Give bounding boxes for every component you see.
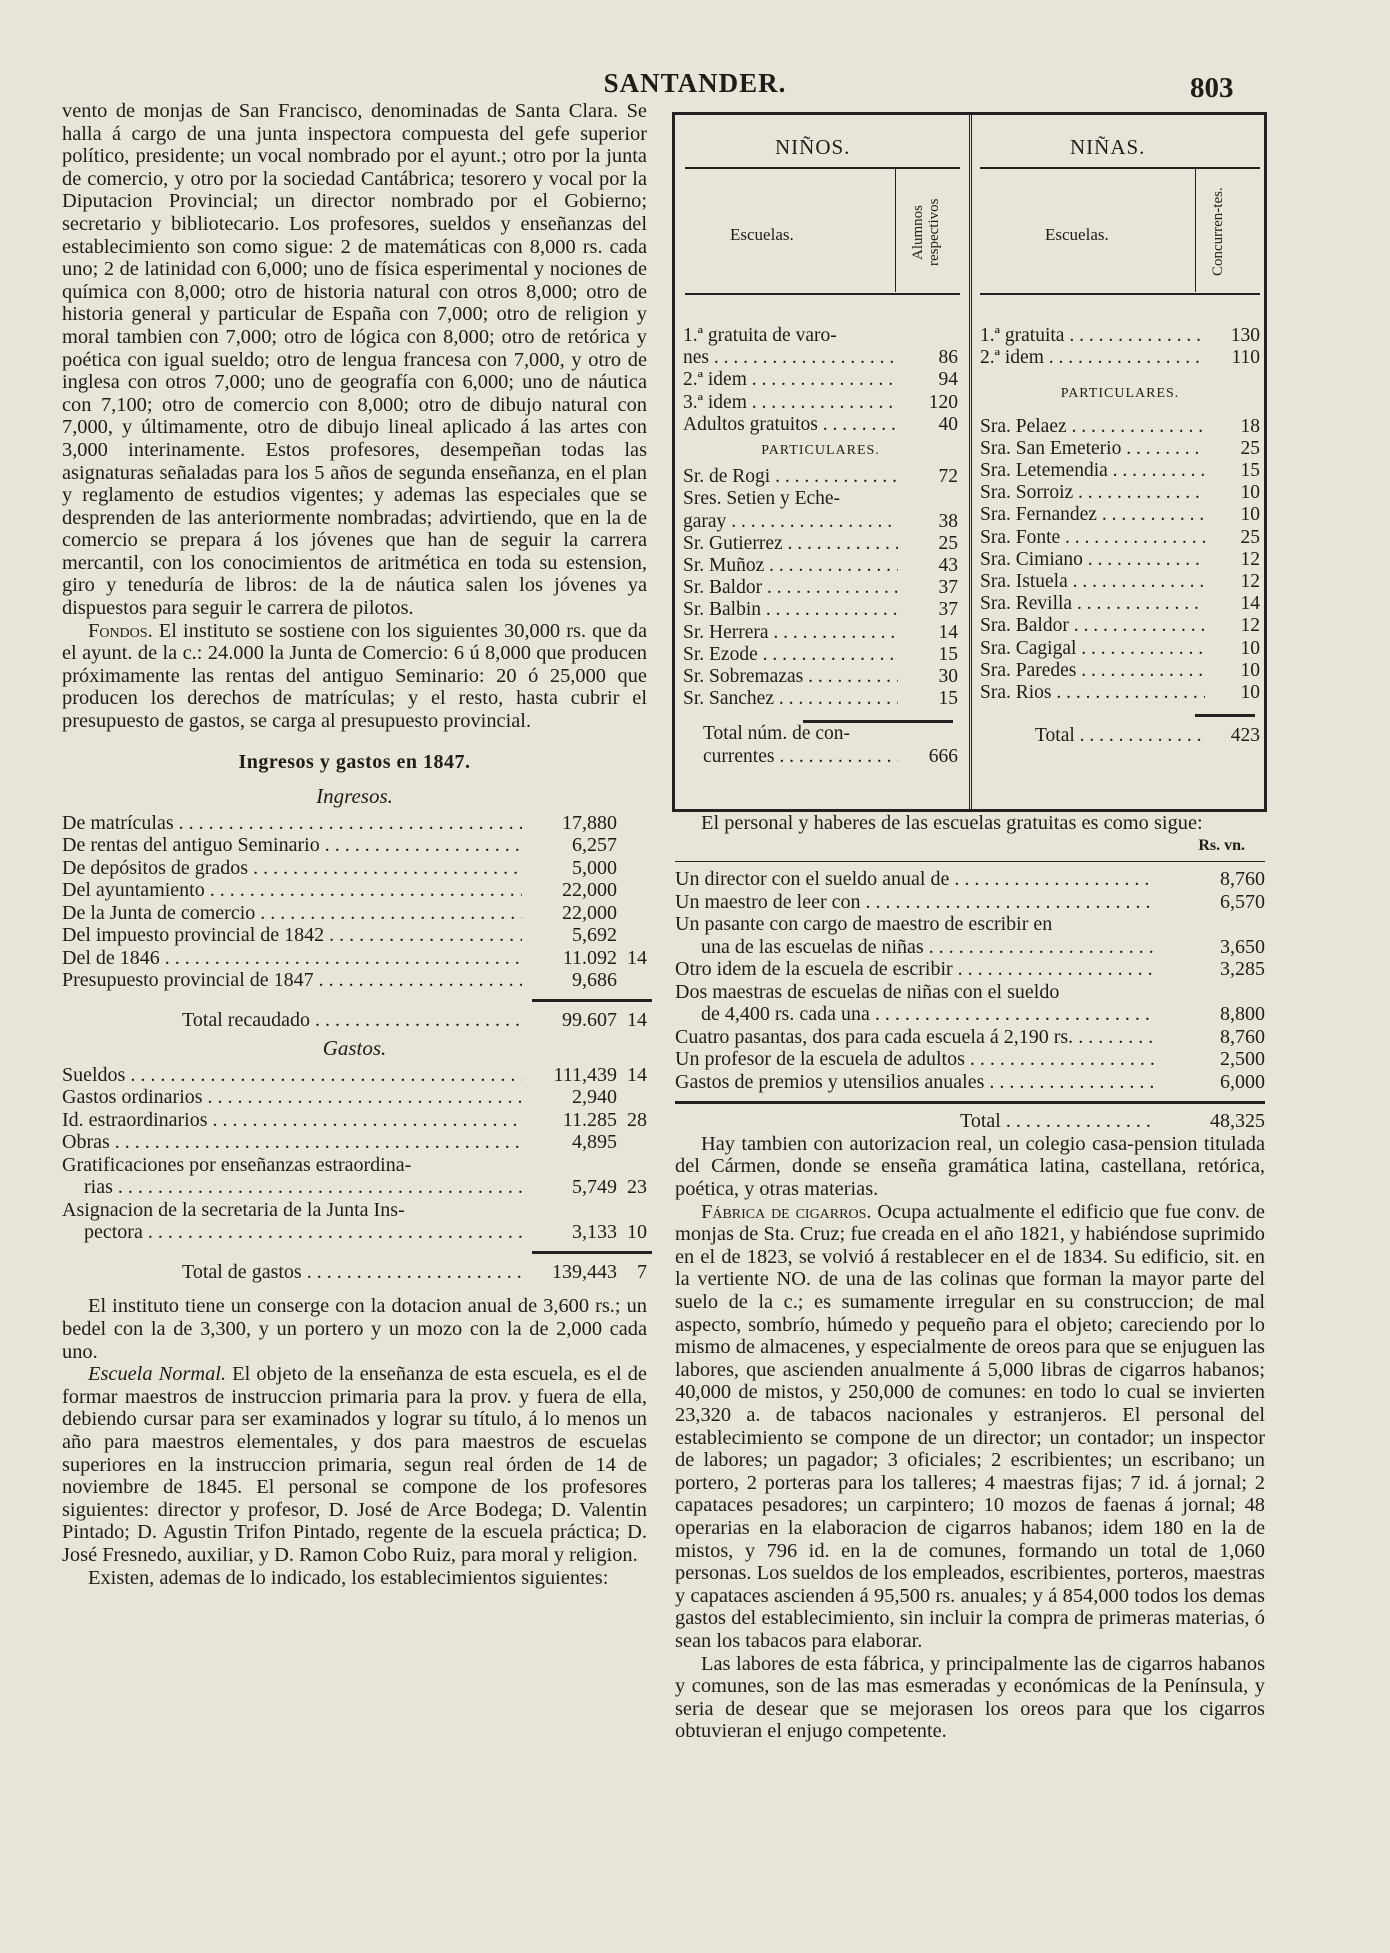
gastos-title: Gastos.: [322, 1036, 387, 1061]
budget-title: Ingresos y gastos en 1847.: [238, 750, 471, 773]
pay-row-line: Dos maestras de escuelas de niñas con el sueldo: [675, 980, 1060, 1003]
row-label: Del impuesto provincial de 1842 . . .: [62, 924, 522, 947]
page-title: SANTANDER.: [603, 68, 787, 98]
row-label: Obras . . .: [62, 1131, 522, 1154]
ninos-total: [683, 746, 958, 768]
budget-row: [62, 834, 647, 857]
pay-row: [675, 868, 1265, 891]
row-label: De rentas del antiguo Seminario . . .: [62, 834, 522, 857]
school-count: 10: [1240, 482, 1260, 504]
school-row: [980, 549, 1260, 571]
school-count: 18: [1240, 415, 1260, 437]
row-label: Sueldos . . .: [62, 1064, 522, 1087]
fabrica-text: Ocupa actualmente el edificio que fue conv. de monjas de Sta. Cruz; fue creada en el año 1821, y habiéndose suprimido en el de 1823, se volvió á restablecer en el de 1834. Su edificio, sit. en la vertiente NO. de una de las colinas que forman la mayor parte del suelo de la c.; es sumamente irregular en su construccion; de mal aspecto, sombrío, húmedo y pequeño para el objeto; careciendo por lo mismo de almacenes, y especialmente de oreos para que se enjuguen las labores, que ascienden anualmente á 5,000 libras de cigarros habanos; 40,000 de mistos, y 250,000 de comunes: en todo lo cual se invierten 23,320 a. de tabacos nacionales y estranjeros. El personal del establecimiento se compone de un director; un contador; un inspector de labores; un pagador; 3 oficiales; 2 escribientes; un escribano; un portero, 2 porteras para los talleres; 4 maestras fijas; 7 id. á jornal; 2 capataces pesadores; un carpintero; 10 mozos de faenas á jornal; 48 operarias en la elaboracion de cigarros habanos; idem 180 en la de mistos, y 796 id. en la de comunes, formando un total de 1,060 personas. Los sueldos de los empleados, escribientes, porteros, maestras y capataces ascienden á 95,500 rs. anuales; y á 854,000 todos los demas gastos del establecimiento, sin incluir la compra de primeras materias, ó sean los tabacos para elaborar.: [675, 1200, 1265, 1652]
school-name: Sr. Ezode . . .: [683, 644, 898, 666]
pay-value: 6,570: [1220, 890, 1265, 913]
school-count: 37: [938, 577, 958, 599]
existen-paragraph: Existen, ademas de lo indicado, los establecimientos siguientes:: [88, 1566, 609, 1589]
row-value: 2,940: [572, 1086, 617, 1109]
row-value: 5,692: [572, 924, 617, 947]
pay-value: 6,000: [1220, 1070, 1265, 1093]
school-count: 94: [938, 369, 958, 391]
right-column: [675, 790, 1265, 1743]
school-row: [980, 682, 1260, 704]
table-divider: [969, 115, 972, 809]
row-label: Gratificaciones por enseñanzas estraordina-: [62, 1153, 412, 1176]
gastos-row: [62, 1199, 647, 1222]
budget-row: [62, 812, 647, 835]
pay-row: [675, 1026, 1265, 1049]
school-name: 1.ª gratuita . . .: [980, 325, 1205, 347]
pay-row: [675, 1048, 1265, 1071]
ninos-gratuitas: [683, 325, 958, 436]
total-value: 99.607: [562, 1008, 617, 1031]
normal-text: El objeto de la enseñanza de esta escuela, es el de formar maestros de instruccion primaria para la prov. y fuera de ella, debiendo cursar para ser examinados y lograr su título, á lo menos un año para maestros elementales, y dos para maestros de escuelas superiores en la instruccion primaria, segun real órden de 14 de noviembre de 1845. El personal se compone de los profesores siguientes: director y profesor, D. José de Arce Bodega; D. Valentin Pintado; D. Agustin Trifon Pintado, regente de la escuela práctica; D. José Fresnedo, auxiliar, y D. Ramon Cobo Ruiz, para moral y religion.: [62, 1363, 647, 1566]
school-row: [683, 488, 958, 510]
pay-row: [675, 958, 1265, 981]
school-name: Sr. de Rogi . . .: [683, 466, 898, 488]
ingresos-list: [62, 812, 647, 992]
pay-row-line: Un pasante con cargo de maestro de escribir en: [675, 913, 1053, 936]
pay-label: Cuatro pasantas, dos para cada escuela á 2,190 rs. . . .: [675, 1026, 1155, 1049]
school-row: [683, 325, 958, 347]
school-name: Adultos gratuitos . . .: [683, 414, 898, 436]
school-name: Sra. Fonte . . .: [980, 527, 1205, 549]
row-cents: 23: [627, 1176, 647, 1199]
school-name: Sra. Rios . . .: [980, 682, 1205, 704]
school-name: Sr. Sanchez . . .: [683, 688, 898, 710]
page-number: 803: [1190, 72, 1234, 104]
budget-row: [62, 879, 647, 902]
ninas-total: [980, 725, 1260, 747]
ninas-list: [980, 325, 1260, 747]
row-value: 9,686: [572, 969, 617, 992]
particulares-label: PARTICULARES.: [1060, 386, 1180, 402]
school-row: [980, 527, 1260, 549]
total-value: 666: [928, 745, 958, 767]
pay-row: [675, 1071, 1265, 1094]
row-value: 111,439: [553, 1063, 617, 1086]
school-row: [683, 347, 958, 369]
fondos-label: Fondos.: [88, 619, 153, 642]
pay-value: 2,500: [1220, 1048, 1265, 1071]
pay-value: 8,760: [1220, 1025, 1265, 1048]
school-row: [683, 369, 958, 391]
school-row: [980, 660, 1260, 682]
pay-label: Otro idem de la escuela de escribir . . .: [675, 958, 1155, 981]
ninas-gratuitas: [980, 325, 1260, 369]
carmen-paragraph: Hay tambien con autorizacion real, un colegio casa-pension titulada del Cármen, donde se enseña gramática latina, castellana, retórica, poética, y otras materias.: [675, 1132, 1265, 1201]
particulares-label: PARTICULARES.: [761, 443, 880, 459]
alumnos-label: Alumnos respectivos: [910, 198, 942, 266]
school-name: Sr. Baldor . . .: [683, 577, 898, 599]
school-count: 130: [1230, 325, 1260, 346]
row-value: 22,000: [562, 901, 617, 924]
intro-paragraph: vento de monjas de San Francisco, denominadas de Santa Clara. Se halla á cargo de una junta inspectora compuesta del gefe superior político, presidente; un vocal nombrado por el ayunt.; otro por la junta de comercio, y otro por la sociedad Cantábrica; tesorero y vocal por la Diputacion Provincial; un director nombrado por el Gobierno; secretario y bibliotecario. Los profesores, sueldos y enseñanzas del establecimiento son como sigue: 2 de matemáticas con 8,000 rs. cada uno; 2 de latinidad con 6,000; uno de física esperimental y nociones de química con 8,000; otro de historia natural con otros 8,000; otro de historia general y particular de España con 7,000; otro de religion y moral tambien con 7,000; otro de lógica con 8,000; otro de retórica y poética con igual sueldo; otro de lengua francesa con 7,000, y otro de inglesa con otros 7,000; uno de geografía con 6,000; uno de náutica con 7,100; otro de comercio con 8,000; otro de dibujo natural con 7,000, y últimamente, otro de dibujo lineal aplicado á las artes con 3,000 interinamente. Estos profesores, desempeñan todas las asignaturas señaladas para los 5 años de segunda enseñanza, en el plan y reglamento de estudios vigentes; y ademas las especiales que se desprenden de las anteriormente nombradas; advirtiendo, que en la de comercio se prepara á los jóvenes que han de seguir la carrera mercantil, con los conocimientos de aritmética en toda su estension, giro y teneduría de libros: de la de náutica salen los jóvenes ya dispuestos para seguir le carrera de pilotos.: [62, 100, 647, 620]
pay-label: Un profesor de la escuela de adultos . . .: [675, 1048, 1155, 1071]
school-count: 25: [1240, 526, 1260, 548]
school-name: Sra. Letemendia . . .: [980, 460, 1205, 482]
school-name: Sra. Pelaez . . .: [980, 416, 1205, 438]
total-cents: 7: [637, 1260, 647, 1283]
school-name: Sra. Cagigal . . .: [980, 638, 1205, 660]
school-row: [980, 325, 1260, 347]
school-name: Sra. Paredes . . .: [980, 660, 1205, 682]
row-label: De depósitos de grados . . .: [62, 857, 522, 880]
school-name: Sra. Cimiano . . .: [980, 549, 1205, 571]
pay-row: [675, 936, 1265, 959]
budget-row: [62, 1086, 647, 1109]
row-label: De la Junta de comercio . . .: [62, 902, 522, 925]
ingresos-title: Ingresos.: [316, 784, 393, 809]
ninos-list: [683, 325, 958, 768]
rule: [1195, 714, 1255, 717]
school-count: 14: [938, 621, 958, 643]
pay-label: Un maestro de leer con . . .: [675, 891, 1155, 914]
col-rule: [1195, 167, 1196, 292]
personal-intro: El personal y haberes de las escuelas gratuitas es como sigue:: [701, 812, 1203, 834]
pay-value: 8,800: [1220, 1003, 1265, 1026]
total-label: Total . . .: [980, 725, 1205, 747]
normal-label: Escuela Normal.: [88, 1363, 227, 1386]
school-count: 72: [938, 466, 958, 488]
row-value: 3,133: [572, 1221, 617, 1244]
school-count: 10: [1240, 659, 1260, 681]
school-row: [683, 622, 958, 644]
pay-value: 3,650: [1220, 935, 1265, 958]
school-name: Sra. Istuela . . .: [980, 571, 1205, 593]
school-count: 25: [938, 532, 958, 554]
school-count: 14: [1240, 593, 1260, 615]
header-rule: [980, 167, 1260, 169]
school-name: 2.ª idem . . .: [980, 347, 1205, 369]
school-count: 43: [938, 555, 958, 577]
concurrentes-label: Concurren-tes.: [1210, 187, 1226, 277]
rule: [532, 1251, 652, 1254]
school-row: [683, 555, 958, 577]
row-label: pectora . . .: [84, 1221, 522, 1244]
row-cents: 14: [627, 1063, 647, 1086]
row-label: Asignacion de la secretaria de la Junta Ins-: [62, 1198, 405, 1221]
pay-label: Un director con el sueldo anual de . . .: [675, 868, 1155, 891]
school-row: [683, 466, 958, 488]
pay-label: Gastos de premios y utensilios anuales . . .: [675, 1071, 1155, 1094]
ninas-particulares: [980, 416, 1260, 705]
school-name: Sr. Herrera . . .: [683, 622, 898, 644]
fondos-text: El instituto se sostiene con los siguientes 30,000 rs. que da el ayunt. de la c.: 24.000 la Junta de Comercio: 6 ú 8,000 que producen próximamente las rentas del antiguo Seminario: 20 ó 25,000 que producen los derechos de matrículas; y el resto, hasta cubrir el presupuesto de gastos, se carga al presupuesto provincial.: [62, 619, 647, 733]
header-rule: [980, 293, 1260, 295]
school-name: garay . . .: [683, 511, 898, 533]
ninos-total-a: Total núm. de con-: [703, 723, 851, 745]
normal-paragraph: [62, 1363, 647, 1566]
schools-table: [672, 112, 1267, 812]
school-name: 2.ª idem . . .: [683, 369, 898, 391]
gastos-row: [62, 1221, 647, 1244]
escuelas-label: Escuelas.: [1045, 225, 1109, 244]
school-row: [683, 666, 958, 688]
fabrica-label: Fábrica de cigarros.: [701, 1200, 872, 1223]
total-label: Total . . .: [960, 1110, 1155, 1133]
conserge-paragraph: El instituto tiene un conserge con la dotacion anual de 3,600 rs.; un bedel con la de 3,300, y un portero y un mozo con la de 2,000 cada uno.: [62, 1295, 647, 1363]
school-count: 12: [1240, 615, 1260, 637]
ninas-header: NIÑAS.: [1070, 135, 1146, 159]
school-name: nes . . .: [683, 347, 898, 369]
header-rule: [685, 293, 960, 295]
school-name: Sra. Fernandez . . .: [980, 504, 1205, 526]
school-count: 110: [1231, 347, 1260, 369]
gastos-total-row: [62, 1261, 647, 1284]
school-name: Sra. Baldor . . .: [980, 615, 1205, 637]
pay-label: de 4,400 rs. cada una . . .: [701, 1003, 1155, 1026]
row-label: rias . . .: [84, 1176, 522, 1199]
header-rule: [685, 167, 960, 169]
budget-row: [62, 947, 647, 970]
school-count: 15: [938, 688, 958, 710]
pay-value: 8,760: [1220, 868, 1265, 891]
row-value: 22,000: [562, 879, 617, 902]
gastos-list: [62, 1064, 647, 1154]
school-row: [683, 644, 958, 666]
school-row: [980, 593, 1260, 615]
school-count: 12: [1240, 571, 1260, 593]
school-name: Sr. Balbin . . .: [683, 599, 898, 621]
budget-row: [62, 1064, 647, 1087]
school-name: 1.ª gratuita de varo-: [683, 325, 837, 346]
ninos-particulares: [683, 466, 958, 710]
row-label: Presupuesto provincial de 1847 . . .: [62, 969, 522, 992]
school-row: [683, 414, 958, 436]
pay-value: 3,285: [1220, 958, 1265, 981]
row-value: 11.285: [562, 1108, 617, 1131]
pay-row: [675, 891, 1265, 914]
school-name: Sra. San Emeterio . . .: [980, 438, 1205, 460]
ninos-header: NIÑOS.: [775, 135, 851, 159]
school-row: [683, 599, 958, 621]
total-cents: 14: [627, 1008, 647, 1031]
school-count: 25: [1240, 437, 1260, 459]
ingresos-total-row: [62, 1009, 647, 1032]
school-row: [980, 504, 1260, 526]
school-count: 86: [938, 347, 958, 369]
school-row: [980, 438, 1260, 460]
total-label: Total recaudado . . .: [182, 1009, 522, 1032]
total-label: Total de gastos . . .: [182, 1261, 522, 1284]
row-cents: 10: [627, 1221, 647, 1244]
pay-list: [675, 868, 1265, 1093]
school-name: Sr. Muñoz . . .: [683, 555, 898, 577]
school-count: 10: [1240, 504, 1260, 526]
school-row: [980, 347, 1260, 369]
pay-label: una de las escuelas de niñas . . .: [701, 936, 1155, 959]
school-name: Sr. Gutierrez . . .: [683, 533, 898, 555]
row-cents: 14: [627, 946, 647, 969]
escuelas-label: Escuelas.: [730, 225, 794, 244]
row-value: 11.092: [562, 946, 617, 969]
row-value: 6,257: [572, 834, 617, 857]
school-count: 38: [938, 510, 958, 532]
row-value: 4,895: [572, 1131, 617, 1154]
school-count: 15: [1240, 460, 1260, 482]
labores-paragraph: Las labores de esta fábrica, y principalmente las de cigarros habanos y comunes, son de las mas esmeradas y económicas de la Península, y seria de desear que se mejorasen los oreos para que los cigarros obtuvieran el enjugo competente.: [675, 1652, 1265, 1743]
budget-row: [62, 857, 647, 880]
budget-row: [62, 969, 647, 992]
row-label: Del ayuntamiento . . .: [62, 879, 522, 902]
row-value: 17,880: [562, 811, 617, 834]
school-row: [683, 577, 958, 599]
budget-row: [62, 1131, 647, 1154]
pay-total-row: [675, 1110, 1265, 1133]
col-rule: [895, 167, 896, 292]
total-label: currentes . . .: [683, 746, 898, 768]
total-value: 139,443: [552, 1260, 617, 1283]
school-row: [980, 571, 1260, 593]
budget-row: [62, 902, 647, 925]
school-row: [683, 511, 958, 533]
school-count: 40: [938, 413, 958, 435]
total-value: 423: [1230, 725, 1260, 747]
school-name: Sres. Setien y Eche-: [683, 488, 841, 510]
rs-vn-label: Rs. vn.: [1198, 836, 1245, 854]
row-label: De matrículas . . .: [62, 812, 522, 835]
fabrica-paragraph: [675, 1201, 1265, 1653]
school-row: [980, 482, 1260, 504]
school-count: 120: [928, 391, 958, 413]
school-count: 10: [1240, 682, 1260, 704]
school-row: [980, 416, 1260, 438]
total-value: 48,325: [1210, 1110, 1265, 1133]
school-row: [980, 615, 1260, 637]
school-row: [683, 688, 958, 710]
row-label: Gastos ordinarios . . .: [62, 1086, 522, 1109]
school-count: 12: [1240, 548, 1260, 570]
school-name: Sra. Revilla . . .: [980, 593, 1205, 615]
school-name: Sra. Sorroiz . . .: [980, 482, 1205, 504]
school-row: [980, 460, 1260, 482]
school-name: Sr. Sobremazas . . .: [683, 666, 898, 688]
school-name: 3.ª idem . . .: [683, 392, 898, 414]
row-cents: 28: [627, 1108, 647, 1131]
row-label: Id. estraordinarios . . .: [62, 1109, 522, 1132]
school-count: 37: [938, 599, 958, 621]
school-row: [683, 392, 958, 414]
pay-row: [675, 1003, 1265, 1026]
school-count: 15: [938, 643, 958, 665]
rule: [532, 999, 652, 1002]
rule: [675, 1101, 1265, 1104]
gastos-row: [62, 1154, 647, 1177]
gastos-row: [62, 1176, 647, 1199]
row-value: 5,000: [572, 856, 617, 879]
row-value: 5,749: [572, 1176, 617, 1199]
school-count: 30: [938, 666, 958, 688]
fondos-paragraph: [62, 620, 647, 733]
budget-row: [62, 924, 647, 947]
school-row: [683, 533, 958, 555]
school-row: [980, 638, 1260, 660]
school-count: 10: [1240, 637, 1260, 659]
budget-row: [62, 1109, 647, 1132]
rule: [675, 861, 1265, 862]
left-column: [62, 100, 647, 1589]
row-label: Del de 1846 . . .: [62, 947, 522, 970]
